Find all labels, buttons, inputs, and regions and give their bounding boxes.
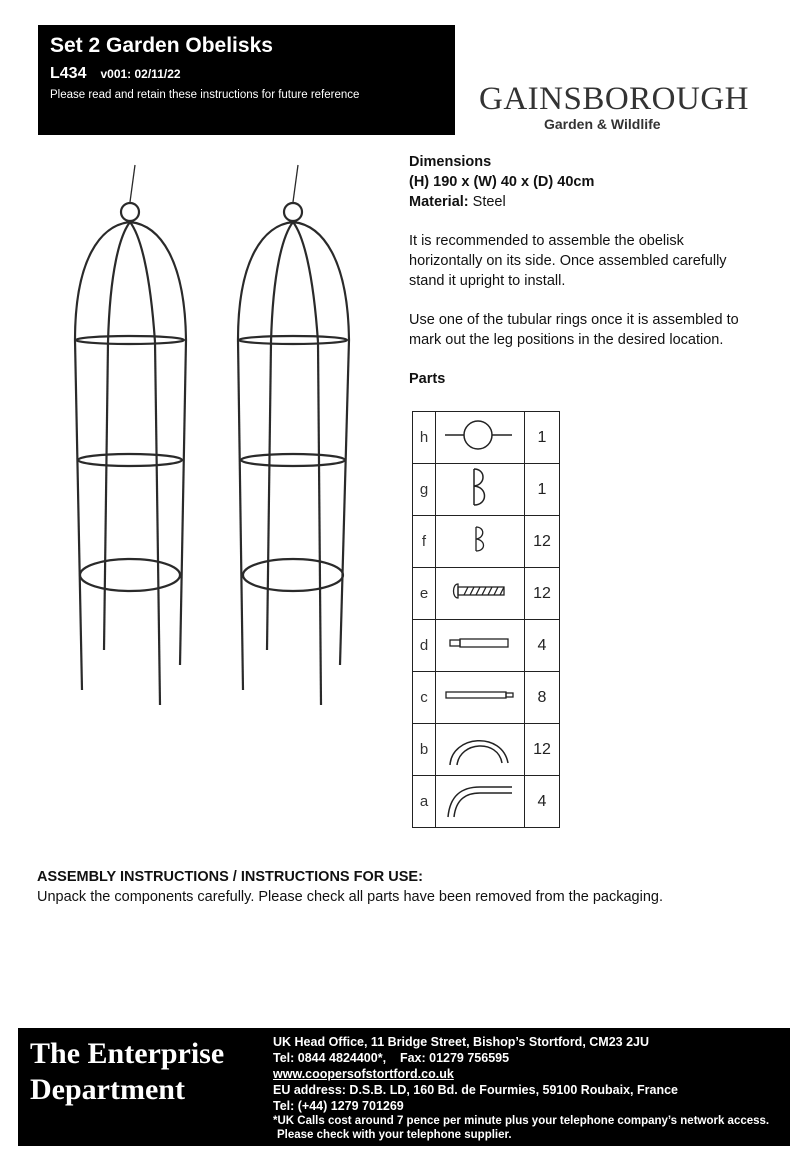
part-qty: 1 [525,412,560,464]
title-block [38,25,455,135]
parts-row-c [413,672,560,724]
product-code: L434 [50,65,87,82]
parts-row-h [413,412,560,464]
part-letter: b [413,724,436,776]
material-value: Steel [472,194,506,210]
brand-name: GAINSBOROUGH [478,81,750,117]
obelisk-illustration [60,160,370,720]
assembly-text: Unpack the components carefully. Please check all parts have been removed from the packaging. [37,889,663,905]
part-qty: 8 [525,672,560,724]
part-letter: a [413,776,436,828]
footer [18,1028,790,1146]
bolt-icon [436,568,525,620]
small-clip-icon [436,516,525,568]
long-tube-icon [436,672,525,724]
assembly-section [37,867,777,907]
parts-table [412,411,560,828]
parts-row-g [413,464,560,516]
uk-address: UK Head Office, 11 Bridge Street, Bishop’s Stortford, CM23 2JU [273,1035,650,1049]
assembly-advice: It is recommended to assemble the obelisk horizontally on its side. Once assembled carefully stand it upright to install. [409,233,727,289]
curved-leg-icon [436,776,525,828]
page-title: Set 2 Garden Obelisks [50,34,273,57]
product-code-line [50,65,443,83]
parts-row-f [413,516,560,568]
part-qty: 1 [525,464,560,516]
brand-logo [474,82,754,132]
short-tube-icon [436,620,525,672]
material-label: Material: [409,194,469,210]
eu-phone: Tel: (+44) 1279 701269 [273,1099,404,1113]
call-cost-note: *UK Calls cost around 7 pence per minute plus your telephone company’s network access. [273,1115,770,1127]
obelisk-left [75,165,186,705]
part-qty: 12 [525,724,560,776]
parts-row-a [413,776,560,828]
dimensions-value: (H) 190 x (W) 40 x (D) 40cm [409,174,595,190]
dimensions-label: Dimensions [409,154,492,170]
part-qty: 4 [525,776,560,828]
part-qty: 12 [525,568,560,620]
brand-sub: Garden & Wildlife [544,116,661,132]
part-letter: h [413,412,436,464]
obelisk-right [238,165,349,705]
department-name: The Enterprise Department [30,1037,225,1106]
website-link[interactable]: www.coopersofstortford.co.uk [273,1067,454,1081]
specifications [409,152,749,408]
part-qty: 12 [525,516,560,568]
part-qty: 4 [525,620,560,672]
ring-hanger-icon [436,412,525,464]
part-letter: g [413,464,436,516]
uk-phone: Tel: 0844 4824400*, Fax: 01279 756595 [273,1051,510,1065]
parts-heading: Parts [409,371,446,387]
part-letter: f [413,516,436,568]
part-letter: e [413,568,436,620]
retain-note: Please read and retain these instructions for future reference [50,89,360,101]
large-clip-icon [436,464,525,516]
parts-row-e [413,568,560,620]
part-letter: c [413,672,436,724]
parts-row-d [413,620,560,672]
contact-info [273,1034,788,1142]
eu-address: EU address: D.S.B. LD, 160 Bd. de Fourmies, 59100 Roubaix, France [273,1083,678,1097]
version-label: v001: 02/11/22 [100,67,181,81]
supplier-note: Please check with your telephone supplier. [277,1129,512,1141]
part-letter: d [413,620,436,672]
assembly-heading: ASSEMBLY INSTRUCTIONS / INSTRUCTIONS FOR USE: [37,869,423,885]
arc-ring-icon [436,724,525,776]
ring-advice: Use one of the tubular rings once it is assembled to mark out the leg positions in the desired location. [409,312,739,348]
parts-row-b [413,724,560,776]
